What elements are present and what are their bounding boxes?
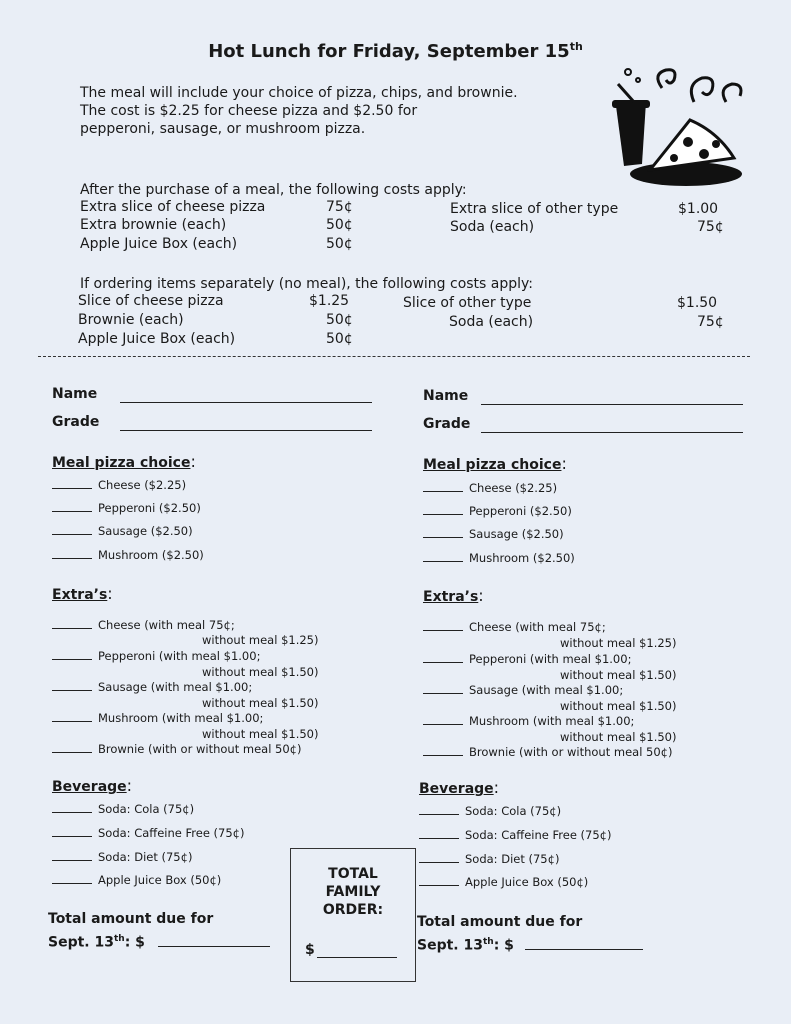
name-field[interactable] — [481, 390, 743, 405]
page-title: Hot Lunch for Friday, September 15th — [208, 40, 583, 62]
total-due-line: Sept. 13th: $ — [48, 934, 145, 951]
meal-option[interactable]: Pepperoni ($2.50) — [52, 501, 201, 515]
meal-option[interactable]: Pepperoni ($2.50) — [423, 504, 572, 518]
total-due-label: Total amount due for — [48, 911, 214, 927]
extra-option-note: without meal $1.25) — [202, 633, 319, 647]
intro-text: The meal will include your choice of pizza, chips, and brownie. The cost is $2.25 for cheese pizza and $2.50 for pepperoni, sausage, or mushroom pizza. — [80, 85, 518, 137]
after-meal-price: 75¢ — [697, 219, 724, 235]
soda-and-pizza-icon — [598, 62, 748, 190]
no-meal-price: $1.50 — [677, 295, 718, 311]
after-meal-price: 75¢ — [326, 199, 353, 215]
meal-option[interactable]: Cheese ($2.25) — [423, 481, 557, 495]
no-meal-item: Slice of other type — [403, 295, 532, 311]
grade-label: Grade — [52, 414, 100, 430]
beverage-option[interactable]: Soda: Diet (75¢) — [419, 852, 559, 866]
beverage-option[interactable]: Soda: Caffeine Free (75¢) — [419, 828, 612, 842]
family-total-dollar: $ — [305, 942, 315, 958]
after-meal-price: 50¢ — [326, 217, 353, 233]
beverage-option[interactable]: Soda: Caffeine Free (75¢) — [52, 826, 245, 840]
after-meal-item: Extra slice of other type — [450, 201, 619, 217]
extras-heading: Extra’s: — [52, 584, 113, 603]
extra-option[interactable]: Pepperoni (with meal $1.00; — [52, 649, 260, 663]
grade-label: Grade — [423, 416, 471, 432]
extra-option-note: without meal $1.50) — [202, 696, 319, 710]
extra-option-note: without meal $1.50) — [560, 668, 677, 682]
beverage-heading: Beverage: — [419, 778, 500, 797]
no-meal-price: 50¢ — [326, 331, 353, 347]
grade-field[interactable] — [120, 416, 372, 431]
after-meal-price: 50¢ — [326, 236, 353, 252]
extra-option[interactable]: Brownie (with or without meal 50¢) — [423, 745, 672, 759]
no-meal-item: Soda (each) — [449, 314, 534, 330]
after-meal-item: Soda (each) — [450, 219, 535, 235]
no-meal-item: Brownie (each) — [78, 312, 184, 328]
extra-option-note: without meal $1.50) — [560, 699, 677, 713]
extra-option-note: without meal $1.50) — [560, 730, 677, 744]
total-due-field[interactable] — [525, 935, 643, 950]
family-total-label: TOTAL FAMILY ORDER: — [322, 866, 384, 918]
extra-option-note: without meal $1.25) — [560, 636, 677, 650]
family-total-box — [290, 848, 416, 982]
meal-option[interactable]: Mushroom ($2.50) — [52, 548, 204, 562]
beverage-option[interactable]: Soda: Diet (75¢) — [52, 850, 192, 864]
name-label: Name — [52, 386, 98, 402]
meal-option[interactable]: Cheese ($2.25) — [52, 478, 186, 492]
after-meal-price: $1.00 — [678, 201, 719, 217]
beverage-option[interactable]: Apple Juice Box (50¢) — [419, 875, 588, 889]
extra-option[interactable]: Cheese (with meal 75¢; — [423, 620, 606, 634]
after-meal-item: Extra slice of cheese pizza — [80, 199, 266, 215]
extras-heading: Extra’s: — [423, 586, 484, 605]
grade-field[interactable] — [481, 418, 743, 433]
no-meal-price: 50¢ — [326, 312, 353, 328]
beverage-option[interactable]: Soda: Cola (75¢) — [419, 804, 561, 818]
total-due-label: Total amount due for — [417, 914, 583, 930]
name-field[interactable] — [120, 388, 372, 403]
meal-heading: Meal pizza choice: — [423, 454, 567, 473]
extra-option[interactable]: Brownie (with or without meal 50¢) — [52, 742, 301, 756]
meal-option[interactable]: Sausage ($2.50) — [52, 524, 193, 538]
extra-option-note: without meal $1.50) — [202, 665, 319, 679]
beverage-heading: Beverage: — [52, 776, 133, 795]
total-due-field[interactable] — [158, 932, 270, 947]
extra-option[interactable]: Mushroom (with meal $1.00; — [52, 711, 263, 725]
beverage-option[interactable]: Apple Juice Box (50¢) — [52, 873, 221, 887]
no-meal-price: 75¢ — [697, 314, 724, 330]
after-meal-item: Apple Juice Box (each) — [80, 236, 238, 252]
no-meal-item: Apple Juice Box (each) — [78, 331, 236, 347]
no-meal-heading: If ordering items separately (no meal), the following costs apply: — [80, 276, 534, 292]
meal-option[interactable]: Mushroom ($2.50) — [423, 551, 575, 565]
name-label: Name — [423, 388, 469, 404]
meal-option[interactable]: Sausage ($2.50) — [423, 527, 564, 541]
no-meal-price: $1.25 — [309, 293, 350, 309]
family-total-field[interactable] — [317, 943, 397, 958]
beverage-option[interactable]: Soda: Cola (75¢) — [52, 802, 194, 816]
no-meal-item: Slice of cheese pizza — [78, 293, 224, 309]
extra-option[interactable]: Sausage (with meal $1.00; — [52, 680, 252, 694]
cut-line — [38, 356, 750, 357]
extra-option[interactable]: Sausage (with meal $1.00; — [423, 683, 623, 697]
after-meal-heading: After the purchase of a meal, the following costs apply: — [80, 182, 467, 198]
extra-option-note: without meal $1.50) — [202, 727, 319, 741]
extra-option[interactable]: Mushroom (with meal $1.00; — [423, 714, 634, 728]
extra-option[interactable]: Cheese (with meal 75¢; — [52, 618, 235, 632]
total-due-line: Sept. 13th: $ — [417, 937, 514, 954]
after-meal-item: Extra brownie (each) — [80, 217, 227, 233]
meal-heading: Meal pizza choice: — [52, 452, 196, 471]
extra-option[interactable]: Pepperoni (with meal $1.00; — [423, 652, 631, 666]
